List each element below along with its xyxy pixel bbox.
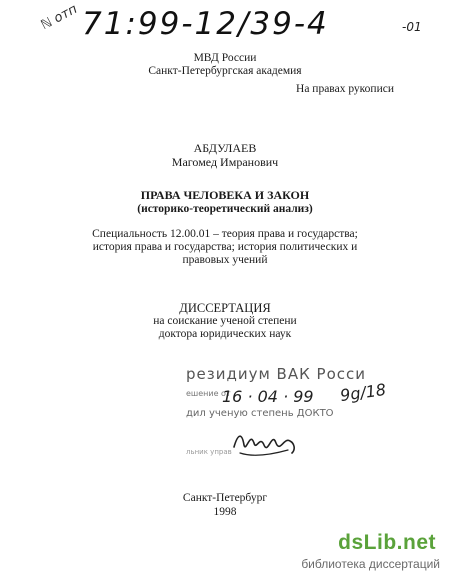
- specialty-line-2: история права и государства; история политических и: [92, 241, 358, 253]
- stamp-line-2: ешение от: [186, 389, 231, 398]
- handwritten-number: 71:99-12/39-4: [82, 6, 329, 42]
- dslib-watermark[interactable]: [301, 531, 450, 575]
- specialty-block: [0, 228, 450, 267]
- organization-line-2: Санкт-Петербургская академия: [148, 65, 302, 77]
- dissertation-line-2: доктора юридических наук: [158, 328, 292, 340]
- stamp-date: 16 · 04 · 99: [222, 387, 314, 406]
- title-subtitle: (историко-теоретический анализ): [137, 203, 313, 215]
- handwritten-signature: [230, 423, 300, 463]
- dissertation-block: [0, 302, 450, 341]
- dslib-caption: библиотека диссертаций: [301, 557, 440, 571]
- specialty-line-3: правовых учений: [182, 254, 268, 266]
- footer-block: [0, 491, 450, 519]
- handwritten-prefix: ℕ отп: [38, 1, 80, 34]
- rights-note: На правах рукописи: [296, 83, 394, 95]
- author-block: [0, 141, 450, 169]
- stamp-line-5: льник управ: [186, 448, 232, 456]
- stamp-line-1: резидиум ВАК Росси: [186, 365, 366, 383]
- specialty-line-1: Специальность 12.00.01 – теория права и государства;: [92, 228, 358, 240]
- footer-year: 1998: [213, 506, 237, 518]
- author-name: Магомед Имранович: [171, 155, 279, 169]
- organization-line-1: МВД России: [193, 52, 257, 64]
- handwritten-registration-number: [38, 1, 440, 56]
- title-main: ПРАВА ЧЕЛОВЕКА И ЗАКОН: [140, 188, 310, 202]
- footer-city: Санкт-Петербург: [182, 492, 268, 504]
- handwritten-suffix: -01: [402, 20, 422, 34]
- stamp-number: 9g/18: [338, 379, 388, 406]
- dslib-logo: dsLib.net: [338, 531, 436, 554]
- title-block: [0, 188, 450, 216]
- organization-block: [0, 52, 450, 78]
- author-surname: АБДУЛАЕВ: [193, 141, 257, 155]
- stamp-line-3: дил ученую степень ДОКТО: [186, 408, 334, 419]
- dissertation-line-1: на соискание ученой степени: [153, 315, 297, 327]
- dissertation-heading: ДИССЕРТАЦИЯ: [179, 301, 271, 315]
